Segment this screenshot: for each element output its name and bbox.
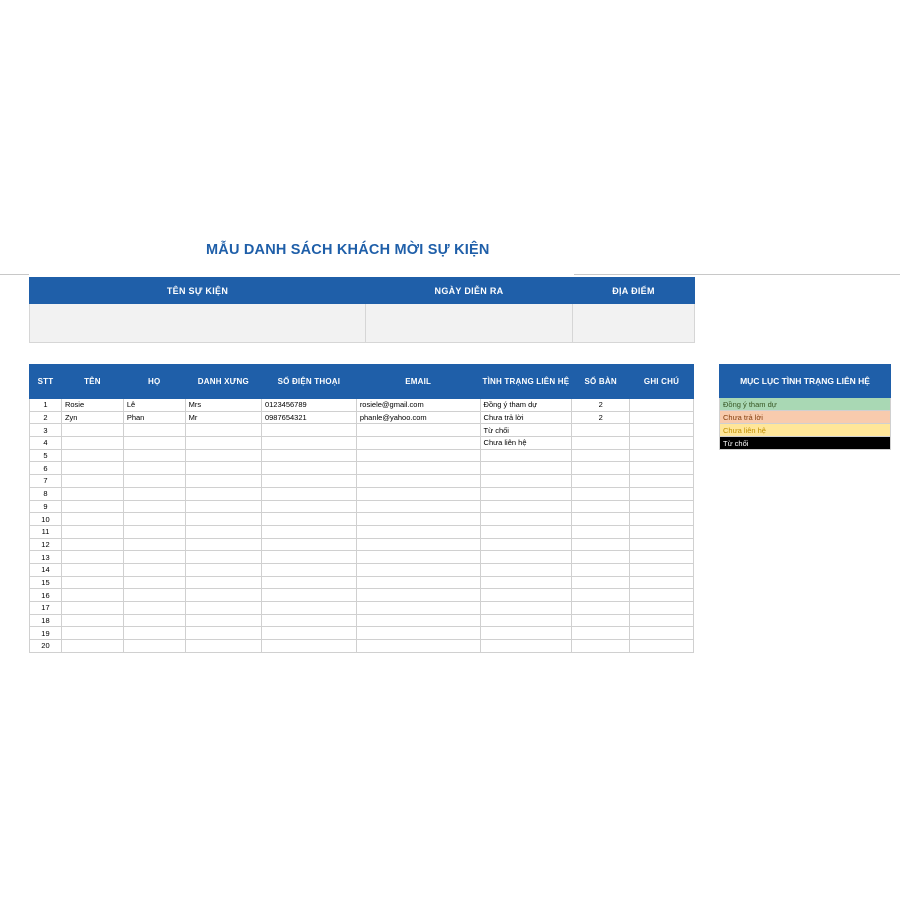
- event-date-cell[interactable]: [366, 304, 573, 343]
- cell-so-ban[interactable]: [572, 449, 630, 462]
- cell-so-dien-thoai[interactable]: [261, 424, 356, 437]
- cell-tinh-trang[interactable]: [480, 487, 572, 500]
- cell-ghi-chu[interactable]: [630, 589, 694, 602]
- cell-ten[interactable]: [61, 437, 123, 450]
- cell-so-ban[interactable]: [572, 487, 630, 500]
- cell-stt[interactable]: 1: [30, 399, 62, 412]
- cell-stt[interactable]: 7: [30, 475, 62, 488]
- table-row: [30, 500, 694, 513]
- cell-stt[interactable]: 5: [30, 449, 62, 462]
- col-header-stt: STT: [30, 365, 62, 399]
- cell-danh-xung[interactable]: [185, 525, 261, 538]
- cell-email[interactable]: [356, 475, 480, 488]
- cell-ho[interactable]: [123, 614, 185, 627]
- cell-email[interactable]: [356, 424, 480, 437]
- cell-stt[interactable]: 14: [30, 563, 62, 576]
- cell-stt[interactable]: 15: [30, 576, 62, 589]
- col-header-ten: TÊN: [61, 365, 123, 399]
- table-row: [30, 576, 694, 589]
- cell-ten[interactable]: [61, 500, 123, 513]
- table-row: [30, 525, 694, 538]
- cell-tinh-trang[interactable]: [480, 589, 572, 602]
- cell-ten[interactable]: [61, 627, 123, 640]
- cell-tinh-trang[interactable]: [480, 602, 572, 615]
- cell-danh-xung[interactable]: [185, 627, 261, 640]
- table-row: [30, 614, 694, 627]
- cell-so-ban[interactable]: [572, 563, 630, 576]
- cell-ho[interactable]: [123, 513, 185, 526]
- cell-tinh-trang[interactable]: Chưa liên hệ: [480, 437, 572, 450]
- cell-email[interactable]: [356, 538, 480, 551]
- cell-ho[interactable]: [123, 449, 185, 462]
- cell-ten[interactable]: [61, 449, 123, 462]
- cell-stt[interactable]: 6: [30, 462, 62, 475]
- event-location-header: ĐỊA ĐIỂM: [573, 278, 695, 304]
- cell-so-ban[interactable]: [572, 513, 630, 526]
- cell-tinh-trang[interactable]: [480, 449, 572, 462]
- cell-danh-xung[interactable]: Mrs: [185, 399, 261, 412]
- col-header-so-dien-thoai: SỐ ĐIỆN THOẠI: [261, 365, 356, 399]
- cell-ghi-chu[interactable]: [630, 551, 694, 564]
- col-header-email: EMAIL: [356, 365, 480, 399]
- cell-danh-xung[interactable]: [185, 462, 261, 475]
- cell-so-dien-thoai[interactable]: 0123456789: [261, 399, 356, 412]
- table-row: [30, 399, 694, 412]
- cell-email[interactable]: phanle@yahoo.com: [356, 411, 480, 424]
- cell-danh-xung[interactable]: Mr: [185, 411, 261, 424]
- cell-ten[interactable]: Zyn: [61, 411, 123, 424]
- cell-ho[interactable]: [123, 437, 185, 450]
- cell-ten[interactable]: [61, 475, 123, 488]
- cell-so-dien-thoai[interactable]: [261, 576, 356, 589]
- cell-danh-xung[interactable]: [185, 513, 261, 526]
- cell-email[interactable]: [356, 525, 480, 538]
- cell-so-ban[interactable]: 2: [572, 399, 630, 412]
- cell-danh-xung[interactable]: [185, 602, 261, 615]
- cell-tinh-trang[interactable]: [480, 500, 572, 513]
- cell-so-ban[interactable]: [572, 614, 630, 627]
- cell-tinh-trang[interactable]: Từ chối: [480, 424, 572, 437]
- cell-ten[interactable]: [61, 462, 123, 475]
- cell-ten[interactable]: [61, 563, 123, 576]
- cell-ten[interactable]: [61, 602, 123, 615]
- cell-danh-xung[interactable]: [185, 437, 261, 450]
- legend-row: [720, 424, 891, 437]
- table-row: [30, 449, 694, 462]
- cell-so-ban[interactable]: 2: [572, 411, 630, 424]
- cell-so-dien-thoai[interactable]: 0987654321: [261, 411, 356, 424]
- status-legend-table: [719, 364, 891, 450]
- cell-ho[interactable]: [123, 475, 185, 488]
- col-header-danh-xung: DANH XƯNG: [185, 365, 261, 399]
- col-header-tinh-trang-lien-he: TÌNH TRẠNG LIÊN HỆ: [480, 365, 572, 399]
- cell-so-ban[interactable]: [572, 627, 630, 640]
- cell-email[interactable]: [356, 602, 480, 615]
- cell-tinh-trang[interactable]: [480, 614, 572, 627]
- cell-email[interactable]: [356, 589, 480, 602]
- table-row: [30, 437, 694, 450]
- cell-so-ban[interactable]: [572, 525, 630, 538]
- cell-email[interactable]: [356, 614, 480, 627]
- cell-so-dien-thoai[interactable]: [261, 475, 356, 488]
- cell-tinh-trang[interactable]: [480, 551, 572, 564]
- cell-ghi-chu[interactable]: [630, 437, 694, 450]
- table-row: [30, 602, 694, 615]
- cell-stt[interactable]: 19: [30, 627, 62, 640]
- cell-ho[interactable]: [123, 538, 185, 551]
- cell-danh-xung[interactable]: [185, 563, 261, 576]
- legend-item-1: Chưa trả lời: [720, 411, 891, 424]
- table-row: [30, 411, 694, 424]
- cell-tinh-trang[interactable]: Chưa trả lời: [480, 411, 572, 424]
- legend-row: [720, 398, 891, 411]
- cell-stt[interactable]: 12: [30, 538, 62, 551]
- legend-item-0: Đồng ý tham dự: [720, 398, 891, 411]
- cell-so-dien-thoai[interactable]: [261, 437, 356, 450]
- cell-so-dien-thoai[interactable]: [261, 589, 356, 602]
- cell-ghi-chu[interactable]: [630, 513, 694, 526]
- cell-ghi-chu[interactable]: [630, 487, 694, 500]
- cell-tinh-trang[interactable]: [480, 462, 572, 475]
- legend-header-row: [720, 365, 891, 398]
- cell-ghi-chu[interactable]: [630, 424, 694, 437]
- cell-stt[interactable]: 17: [30, 602, 62, 615]
- cell-so-dien-thoai[interactable]: [261, 551, 356, 564]
- cell-stt[interactable]: 8: [30, 487, 62, 500]
- cell-ghi-chu[interactable]: [630, 640, 694, 653]
- cell-stt[interactable]: 16: [30, 589, 62, 602]
- col-header-so-ban: SỐ BÀN: [572, 365, 630, 399]
- cell-tinh-trang[interactable]: [480, 576, 572, 589]
- cell-stt[interactable]: 9: [30, 500, 62, 513]
- cell-so-dien-thoai[interactable]: [261, 449, 356, 462]
- event-info-table: [29, 277, 695, 343]
- cell-tinh-trang[interactable]: [480, 640, 572, 653]
- cell-ghi-chu[interactable]: [630, 563, 694, 576]
- event-name-header: TÊN SỰ KIỆN: [30, 278, 366, 304]
- legend-title: MỤC LỤC TÌNH TRẠNG LIÊN HỆ: [720, 365, 891, 398]
- table-row: [30, 563, 694, 576]
- cell-stt[interactable]: 2: [30, 411, 62, 424]
- event-info-header-row: [30, 278, 695, 304]
- cell-danh-xung[interactable]: [185, 538, 261, 551]
- cell-so-dien-thoai[interactable]: [261, 525, 356, 538]
- cell-tinh-trang[interactable]: [480, 475, 572, 488]
- table-row: [30, 640, 694, 653]
- cell-ho[interactable]: [123, 627, 185, 640]
- cell-ho[interactable]: [123, 563, 185, 576]
- cell-ghi-chu[interactable]: [630, 449, 694, 462]
- cell-danh-xung[interactable]: [185, 576, 261, 589]
- cell-email[interactable]: [356, 487, 480, 500]
- event-date-header: NGÀY DIỄN RA: [366, 278, 573, 304]
- table-row: [30, 487, 694, 500]
- cell-so-ban[interactable]: [572, 500, 630, 513]
- cell-ten[interactable]: Rosie: [61, 399, 123, 412]
- cell-email[interactable]: [356, 500, 480, 513]
- cell-ten[interactable]: [61, 576, 123, 589]
- cell-ten[interactable]: [61, 589, 123, 602]
- page-title: MẪU DANH SÁCH KHÁCH MỜI SỰ KIỆN: [206, 242, 490, 258]
- cell-ho[interactable]: [123, 576, 185, 589]
- cell-so-ban[interactable]: [572, 551, 630, 564]
- cell-email[interactable]: [356, 551, 480, 564]
- cell-ghi-chu[interactable]: [630, 411, 694, 424]
- cell-so-dien-thoai[interactable]: [261, 513, 356, 526]
- cell-ho[interactable]: [123, 500, 185, 513]
- cell-so-dien-thoai[interactable]: [261, 538, 356, 551]
- cell-danh-xung[interactable]: [185, 475, 261, 488]
- cell-danh-xung[interactable]: [185, 614, 261, 627]
- cell-ghi-chu[interactable]: [630, 576, 694, 589]
- col-header-ghi-chu: GHI CHÚ: [630, 365, 694, 399]
- cell-danh-xung[interactable]: [185, 424, 261, 437]
- table-row: [30, 551, 694, 564]
- cell-ghi-chu[interactable]: [630, 602, 694, 615]
- cell-ghi-chu[interactable]: [630, 614, 694, 627]
- cell-so-dien-thoai[interactable]: [261, 614, 356, 627]
- table-row: [30, 513, 694, 526]
- table-row: [30, 627, 694, 640]
- table-row: [30, 475, 694, 488]
- cell-stt[interactable]: 20: [30, 640, 62, 653]
- cell-so-dien-thoai[interactable]: [261, 487, 356, 500]
- cell-tinh-trang[interactable]: [480, 525, 572, 538]
- cell-so-dien-thoai[interactable]: [261, 500, 356, 513]
- cell-email[interactable]: [356, 437, 480, 450]
- cell-stt[interactable]: 10: [30, 513, 62, 526]
- cell-ho[interactable]: Lê: [123, 399, 185, 412]
- cell-so-dien-thoai[interactable]: [261, 602, 356, 615]
- cell-ho[interactable]: [123, 551, 185, 564]
- cell-danh-xung[interactable]: [185, 500, 261, 513]
- cell-stt[interactable]: 4: [30, 437, 62, 450]
- cell-ho[interactable]: [123, 525, 185, 538]
- cell-so-dien-thoai[interactable]: [261, 627, 356, 640]
- cell-ghi-chu[interactable]: [630, 475, 694, 488]
- cell-ho[interactable]: [123, 462, 185, 475]
- cell-ten[interactable]: [61, 487, 123, 500]
- cell-email[interactable]: [356, 513, 480, 526]
- cell-so-ban[interactable]: [572, 437, 630, 450]
- cell-stt[interactable]: 3: [30, 424, 62, 437]
- cell-so-ban[interactable]: [572, 640, 630, 653]
- cell-ho[interactable]: [123, 487, 185, 500]
- guest-table-header-row: [30, 365, 694, 399]
- event-location-cell[interactable]: [573, 304, 695, 343]
- cell-so-dien-thoai[interactable]: [261, 640, 356, 653]
- table-row: [30, 538, 694, 551]
- cell-so-dien-thoai[interactable]: [261, 563, 356, 576]
- cell-email[interactable]: rosiele@gmail.com: [356, 399, 480, 412]
- cell-ten[interactable]: [61, 640, 123, 653]
- cell-danh-xung[interactable]: [185, 589, 261, 602]
- cell-stt[interactable]: 11: [30, 525, 62, 538]
- cell-so-ban[interactable]: [572, 589, 630, 602]
- cell-danh-xung[interactable]: [185, 640, 261, 653]
- cell-ghi-chu[interactable]: [630, 462, 694, 475]
- cell-email[interactable]: [356, 640, 480, 653]
- legend-item-2: Chưa liên hệ: [720, 424, 891, 437]
- cell-tinh-trang[interactable]: [480, 627, 572, 640]
- cell-ho[interactable]: [123, 640, 185, 653]
- cell-email[interactable]: [356, 462, 480, 475]
- cell-so-ban[interactable]: [572, 538, 630, 551]
- cell-tinh-trang[interactable]: [480, 513, 572, 526]
- event-name-cell[interactable]: [30, 304, 366, 343]
- legend-row: [720, 437, 891, 450]
- cell-tinh-trang[interactable]: Đồng ý tham dự: [480, 399, 572, 412]
- cell-stt[interactable]: 13: [30, 551, 62, 564]
- table-row: [30, 589, 694, 602]
- cell-so-ban[interactable]: [572, 462, 630, 475]
- table-row: [30, 424, 694, 437]
- cell-danh-xung[interactable]: [185, 551, 261, 564]
- cell-ghi-chu[interactable]: [630, 538, 694, 551]
- cell-so-ban[interactable]: [572, 424, 630, 437]
- legend-row: [720, 411, 891, 424]
- cell-danh-xung[interactable]: [185, 487, 261, 500]
- cell-email[interactable]: [356, 563, 480, 576]
- cell-ten[interactable]: [61, 551, 123, 564]
- cell-ten[interactable]: [61, 614, 123, 627]
- cell-ten[interactable]: [61, 538, 123, 551]
- cell-danh-xung[interactable]: [185, 449, 261, 462]
- cell-tinh-trang[interactable]: [480, 538, 572, 551]
- cell-ten[interactable]: [61, 424, 123, 437]
- cell-email[interactable]: [356, 449, 480, 462]
- cell-email[interactable]: [356, 627, 480, 640]
- table-row: [30, 462, 694, 475]
- cell-email[interactable]: [356, 576, 480, 589]
- cell-tinh-trang[interactable]: [480, 563, 572, 576]
- col-header-ho: HỌ: [123, 365, 185, 399]
- cell-so-dien-thoai[interactable]: [261, 462, 356, 475]
- cell-ho[interactable]: Phan: [123, 411, 185, 424]
- cell-ho[interactable]: [123, 602, 185, 615]
- cell-ghi-chu[interactable]: [630, 525, 694, 538]
- cell-ghi-chu[interactable]: [630, 500, 694, 513]
- cell-ghi-chu[interactable]: [630, 399, 694, 412]
- cell-ghi-chu[interactable]: [630, 627, 694, 640]
- legend-item-3: Từ chối: [720, 437, 891, 450]
- cell-stt[interactable]: 18: [30, 614, 62, 627]
- guest-list-table: [29, 364, 694, 653]
- cell-so-ban[interactable]: [572, 475, 630, 488]
- cell-ho[interactable]: [123, 424, 185, 437]
- cell-ten[interactable]: [61, 525, 123, 538]
- cell-ho[interactable]: [123, 589, 185, 602]
- cell-so-ban[interactable]: [572, 576, 630, 589]
- event-info-value-row: [30, 304, 695, 343]
- cell-ten[interactable]: [61, 513, 123, 526]
- cell-so-ban[interactable]: [572, 602, 630, 615]
